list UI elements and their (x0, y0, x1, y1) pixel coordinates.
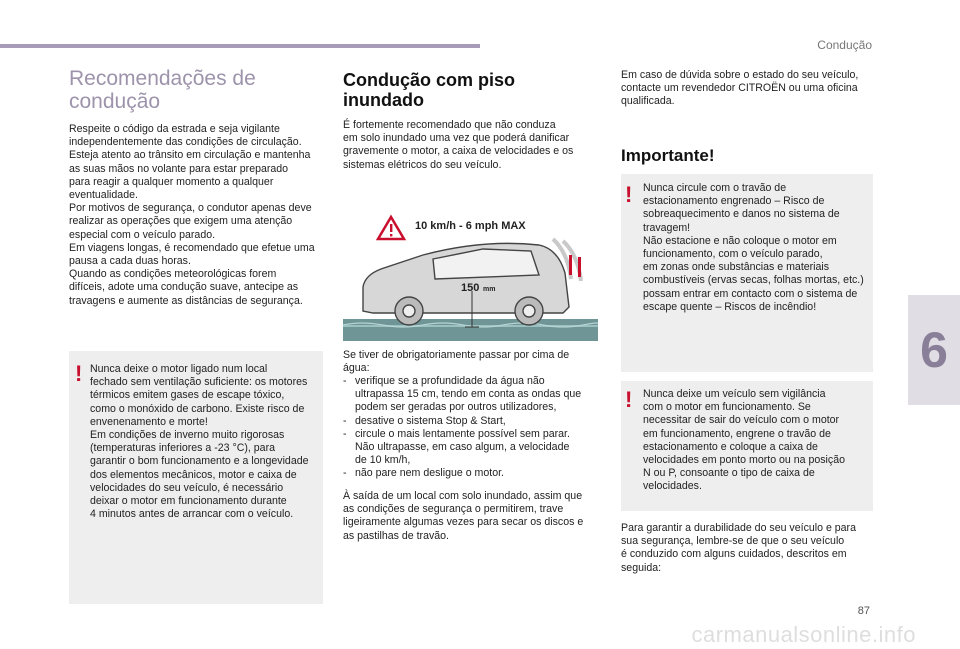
speed-limit-label: 10 km/h - 6 mph MAX (415, 220, 526, 232)
list-item: - circule o mais lentamente possível sem parar. Não ultrapasse, em caso algum, a velocidade de 10 km/h, (343, 428, 601, 468)
flooded-steps-list (343, 375, 601, 481)
important-title: Importante! (621, 146, 715, 165)
chapter-number: 6 (920, 322, 948, 378)
warning-text-engine: Nunca deixe o motor ligado num local fechado sem ventilação suficiente: os motores térmicos emitem gases de escape tóxico, como o monóxido de carbono. Existe risco de envenenamento e morte! Em condições de inverno muito rigorosas (temperaturas inferiores a -23 °C), para garantir o bom funcionamento e a longevidade dos elementos mecânicos, motor e caixa de velocidades do seu veículo, é necessário deixar o motor em funcionamento durante 4 minutos antes de arrancar com o veículo. (90, 363, 309, 521)
list-item: - não pare nem desligue o motor. (343, 467, 601, 480)
dealer-note: Em caso de dúvida sobre o estado do seu veículo, contacte um revendedor CITROËN ou uma oficina qualificada. (621, 69, 859, 108)
watermark: carmanualsonline.info (691, 622, 916, 647)
warning-box-unattended (621, 381, 873, 511)
warning-icon: ! (75, 361, 83, 386)
water-surface (343, 319, 598, 341)
header-bar (0, 44, 480, 48)
recommendations-text: Respeite o código da estrada e seja vigilante independentemente das condições de circulação. Esteja atento ao trânsito em circulação e mantenha as suas mãos no volante para estar preparado para reagir a qualquer momento a qualquer eventualidade. Por motivos de segurança, o condutor apenas deve realizar as operações que exigem uma atenção especial com o veículo parado. Em viagens longas, é recomendado que efetue uma pausa a cada duas horas. Quando as condições meteorológicas forem difíceis, adote uma condução suave, antecipe as travagens e aumente as distâncias de segurança. (69, 123, 315, 307)
section-title-recommendations: Recomendações de condução (69, 67, 256, 113)
list-item: - desative o sistema Stop & Start, (343, 415, 601, 428)
flooded-road-illustration (343, 203, 598, 343)
hazard-sign-icon (378, 217, 404, 239)
section-label: Condução (817, 38, 872, 52)
flooded-lead: Se tiver de obrigatoriamente passar por cima de água: (343, 349, 570, 375)
warning-text-parking: Nunca circule com o travão de estacionamento engrenado – Risco de sobreaquecimento e danos no sistema de travagem! Não estacione e não coloque o motor em funcionamento, com o veículo parado, em zonas onde substâncias e materiais combustíveis (ervas secas, folhas mortas, etc.) possam entrar em contacto com o sistema de escape quente – Riscos de incêndio! (643, 182, 864, 313)
warning-icon: ! (625, 387, 633, 412)
warning-icon: ! (625, 182, 633, 207)
car-water-diagram (343, 203, 598, 343)
depth-label: 150 (461, 282, 480, 294)
page-number: 87 (857, 605, 870, 617)
flooded-intro: É fortemente recomendado que não conduza em solo inundado uma vez que poderá danificar gravemente o motor, a caixa de velocidades e os sistemas elétricos do seu veículo. (343, 119, 574, 171)
section-title-flooded: Condução com piso inundado (343, 70, 516, 110)
depth-unit: mm (483, 286, 496, 293)
warning-text-unattended: Nunca deixe um veículo sem vigilância com o motor em funcionamento. Se necessitar de sair do veículo com o motor em funcionamento, engrene o travão de estacionamento e coloque a caixa de velocidades em ponto morto ou na posição N ou P, consoante o tipo de caixa de velocidades. (643, 388, 845, 493)
durability-note: Para garantir a durabilidade do seu veículo e para sua segurança, lembre-se de que o seu veículo é conduzido com alguns cuidados, descritos em seguida: (621, 522, 856, 574)
chapter-tab (908, 295, 960, 405)
warning-box-parking-brake (621, 174, 873, 372)
warning-box-engine (69, 351, 323, 604)
flooded-outro: À saída de um local com solo inundado, assim que as condições de segurança o permitirem, trave ligeiramente algumas vezes para secar os discos e as pastilhas de travão. (343, 490, 584, 542)
list-item: - verifique se a profundidade da água não ultrapassa 15 cm, tendo em conta as ondas que podem ser geradas por outros utilizadores, (343, 375, 601, 415)
